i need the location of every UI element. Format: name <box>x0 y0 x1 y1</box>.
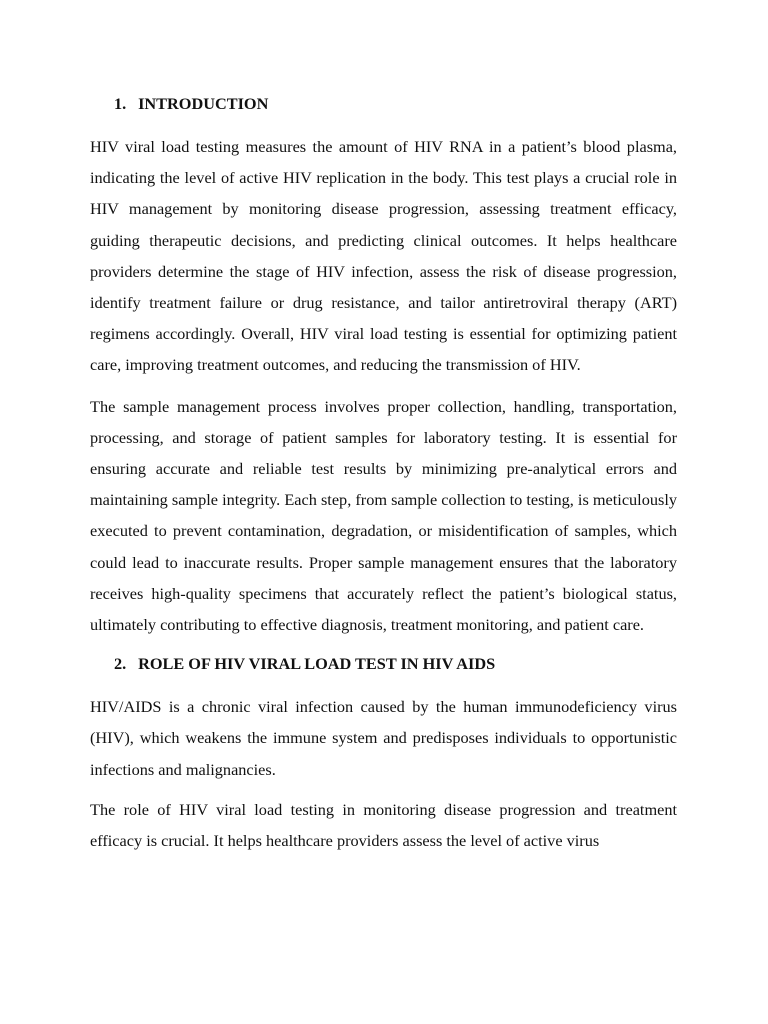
paragraph-sample-management: The sample management process involves proper collection, handling, transportation, processing, and storage of patient samples for laboratory testing. It is essential for ensuring accurate and reliable test results by minimizing pre-analytical errors and maintaining sample integrity. Each step, from sample collection to testing, is meticulously executed to prevent contamination, degradation, or misidentification of samples, which could lead to inaccurate results. Proper sample management ensures that the laboratory receives high-quality specimens that accurately reflect the patient’s biological status, ultimately contributing to effective diagnosis, treatment monitoring, and patient care. <box>90 396 677 635</box>
section-number: 1. <box>114 94 127 113</box>
document-body <box>90 90 677 866</box>
section-heading-introduction <box>114 90 677 118</box>
paragraph-hiv-aids-definition: HIV/AIDS is a chronic viral infection caused by the human immunodeficiency virus (HIV), which weakens the immune system and predisposes individuals to opportunistic infections and malignancies. <box>90 697 677 779</box>
section-number: 2. <box>114 654 127 674</box>
section-heading-role-of-viral-load <box>114 650 677 678</box>
paragraph-viral-load-role: The role of HIV viral load testing in monitoring disease progression and treatment efficacy is crucial. It helps healthcare providers assess the level of active virus <box>90 799 677 851</box>
section-title: INTRODUCTION <box>138 94 269 113</box>
paragraph-viral-load-overview: HIV viral load testing measures the amount of HIV RNA in a patient’s blood plasma, indicating the level of active HIV replication in the body. This test plays a crucial role in HIV management by monitoring disease progression, assessing treatment efficacy, guiding therapeutic decisions, and predicting clinical outcomes. It helps healthcare providers determine the stage of HIV infection, assess the risk of disease progression, identify treatment failure or drug resistance, and tailor antiretroviral therapy (ART) regimens accordingly. Overall, HIV viral load testing is essential for optimizing patient care, improving treatment outcomes, and reducing the transmission of HIV. <box>90 137 677 375</box>
section-title: ROLE OF HIV VIRAL LOAD TEST IN HIV AIDS <box>138 654 496 674</box>
